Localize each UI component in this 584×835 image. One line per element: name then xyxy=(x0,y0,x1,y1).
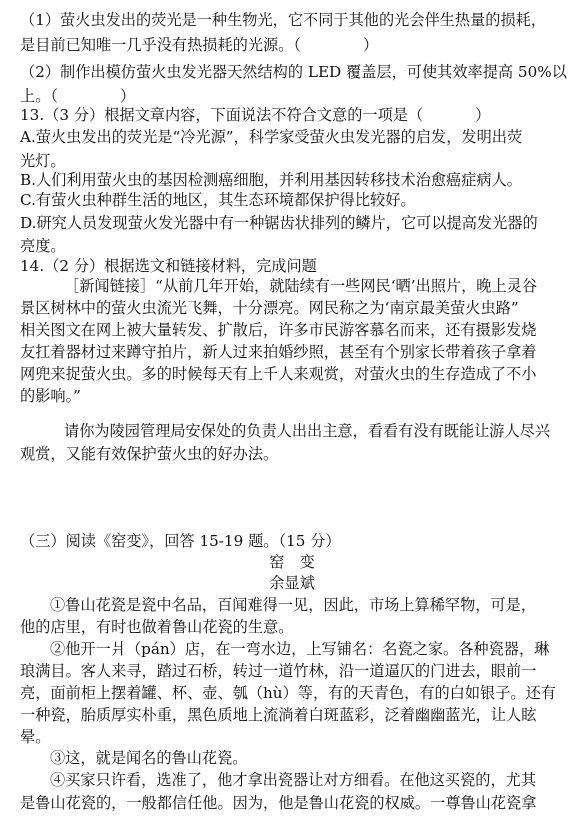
passage-title: 窑 变 xyxy=(269,553,315,571)
q14-news-line3: 相关图文在网上被大量转发、扩散后，许多市民游客慕名而来，还有摄影发烧 xyxy=(20,321,537,339)
q14-news-line1: ［新闻链接］“从前几年开始，就陆续有一些网民‘晒’出照片，晚上灵谷 xyxy=(64,277,538,295)
paragraph-2-line4: 一种瓷，胎质厚实朴重，黑色质地上流淌着白斑蓝彩，泛着幽幽蓝光，让人眩 xyxy=(20,706,537,724)
q13-option-a-line1: A.萤火虫发出的荧光是“冷光源”，科学家受萤火虫发光器的启发，发明出荧 xyxy=(20,128,523,146)
q13-option-b: B.人们利用萤火虫的基因检测癌细胞，并利用基因转移技术治愈癌症病人。 xyxy=(20,171,522,189)
q14-task-line1: 请你为陵园管理局安保处的负责人出出主意，看看有没有既能让游人尽兴 xyxy=(64,422,550,440)
q12-item1-text: 是目前已知唯一几乎没有热损耗的光源。（ xyxy=(20,36,301,54)
q12-item1-line2 xyxy=(20,35,378,55)
q13-option-a-line2: 光灯。 xyxy=(20,152,66,170)
q13-stem-close-paren: ） xyxy=(475,106,491,124)
q14-news-line5: 网兜来捉萤火虫。多的时候每天有上千人来观赏，对萤火虫的生存造成了不小 xyxy=(20,365,537,383)
paragraph-2-line2: 琅满目。客人来寻，踏过石桥，转过一道竹林，沿一道逼仄的门进去，眼前一 xyxy=(20,662,537,680)
q12-item2-line2 xyxy=(20,86,135,106)
section-heading: （三）阅读《窑变》，回答 15-19 题。（15 分） xyxy=(20,532,341,550)
paragraph-2-line3: 亮，面前柜上摆着罐、杯、壶、瓠（hù）等，有的天青色，有的白如银子。还有 xyxy=(20,684,556,702)
q13-option-c: C.有萤火虫种群生活的地区，其生态环境都保护得比较好。 xyxy=(20,191,416,209)
q12-item2-line1: （2）制作出模仿萤火虫发光器天然结构的 LED 覆盖层，可使其效率提高 50%以 xyxy=(20,63,567,81)
paragraph-2-line1: ②他开一爿（pán）店，在一弯水边，上写铺名：名瓷之家。各种瓷器，琳 xyxy=(50,640,550,658)
q12-item1-close-paren: ） xyxy=(362,36,379,54)
paragraph-3: ③这，就是闻名的鲁山花瓷。 xyxy=(50,749,248,767)
q13-stem xyxy=(20,105,490,125)
q12-item2-text: 上。（ xyxy=(20,87,58,105)
q14-stem: 14.（2 分）根据选文和链接材料，完成问题 xyxy=(20,257,317,275)
paragraph-4-line1: ④买家只许看，选准了，他才拿出瓷器让对方细看。在他这买瓷的，尤其 xyxy=(50,771,536,789)
passage-author: 余显斌 xyxy=(269,574,315,592)
q13-stem-text: 13.（3 分）根据文章内容，下面说法不符合文意的一项是（ xyxy=(20,106,424,124)
paragraph-1-line1: ①鲁山花瓷是瓷中名品，百闻难得一见，因此，市场上算稀罕物，可是， xyxy=(50,596,536,614)
q13-option-d-line1: D.研究人员发现萤火发光器中有一种锯齿状排列的鳞片，它可以提高发光器的 xyxy=(20,214,538,232)
paragraph-2-line5: 晕。 xyxy=(20,728,51,746)
q13-option-d-line2: 亮度。 xyxy=(20,237,66,255)
q12-item2-close-paren: ） xyxy=(119,87,136,105)
q14-news-line6: 的影响。” xyxy=(20,387,81,405)
q14-news-line4: 友扛着器材过来蹲守拍片，新人过来拍婚纱照，甚至有个别家长带着孩子拿着 xyxy=(20,343,537,361)
paragraph-4-line2: 是鲁山花瓷的，一般都信任他。因为，他是鲁山花瓷的权威。一尊鲁山花瓷拿 xyxy=(20,794,537,812)
paragraph-1-line2: 他的店里，有时也做着鲁山花瓷的生意。 xyxy=(20,618,294,636)
q14-news-line2: 景区树林中的萤火虫流光飞舞，十分漂亮。网民称之为‘南京最美萤火虫路” xyxy=(20,299,519,317)
q14-task-line2: 观赏，又能有效保护萤火虫的好办法。 xyxy=(20,445,279,463)
q12-item1-line1: （1）萤火虫发出的荧光是一种生物光，它不同于其他的光会伴生热量的损耗， xyxy=(20,11,547,29)
